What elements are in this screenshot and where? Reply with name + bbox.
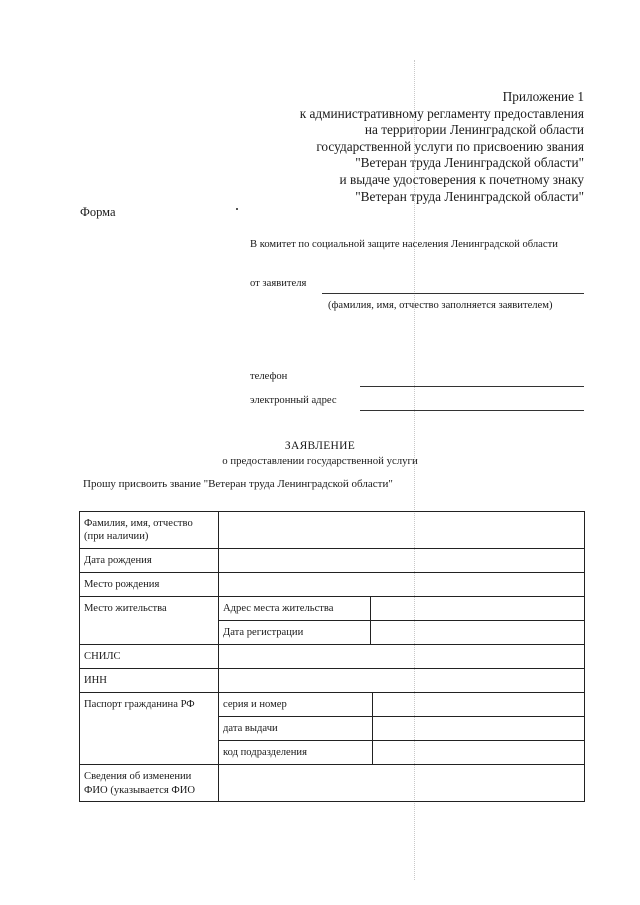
appendix-line-2: к административному регламенту предоставления — [299, 105, 584, 121]
phone-field-line[interactable] — [360, 386, 584, 387]
inn-value-cell[interactable] — [219, 669, 584, 692]
name-change-value-cell[interactable] — [219, 765, 584, 801]
label-residence-address: Адрес места жительства — [223, 603, 334, 614]
appendix-line-5: "Ветеран труда Ленинградской области" — [355, 155, 584, 171]
passport-issue-date-value-cell[interactable] — [373, 717, 584, 740]
label-name-change-line2: ФИО (указывается ФИО — [84, 785, 196, 796]
snils-value-cell[interactable] — [219, 645, 584, 668]
email-field-line[interactable] — [360, 410, 584, 411]
document-title: ЗАЯВЛЕНИЕ — [284, 440, 356, 452]
passport-division-code-value-cell[interactable] — [373, 741, 584, 764]
label-full-name-line2: (при наличии) — [84, 531, 149, 542]
appendix-line-3: на территории Ленинградской области — [364, 122, 584, 138]
birth-place-value-cell[interactable] — [219, 573, 584, 596]
full-name-value-cell[interactable] — [219, 512, 584, 548]
table-hline — [79, 801, 585, 802]
appendix-header — [300, 89, 584, 205]
label-passport-issue-date: дата выдачи — [223, 723, 278, 734]
appendix-line-1: Приложение 1 — [502, 89, 584, 104]
label-registration-date: Дата регистрации — [223, 627, 304, 638]
appendix-line-6: и выдаче удостоверения к почетному знаку — [339, 171, 584, 187]
label-passport-series: серия и номер — [223, 699, 287, 710]
appendix-line-7: "Ветеран труда Ленинградской области" — [355, 188, 584, 204]
label-name-change-line1: Сведения об изменении — [84, 771, 192, 782]
from-label: от заявителя — [250, 278, 307, 289]
from-field-line[interactable] — [322, 293, 584, 294]
appendix-line-4: государственной услуги по присвоению звания — [316, 138, 584, 154]
addressee-to: В комитет по социальной защите населения Ленинградской области — [250, 239, 558, 250]
birth-date-value-cell[interactable] — [219, 549, 584, 572]
document-subtitle: о предоставлении государственной услуги — [222, 455, 418, 467]
label-residence: Место жительства — [84, 603, 167, 614]
from-hint: (фамилия, имя, отчество заполняется заявителем) — [328, 300, 553, 311]
table-border-left — [79, 511, 80, 802]
passport-series-value-cell[interactable] — [373, 693, 584, 716]
label-full-name-line1: Фамилия, имя, отчество — [84, 518, 193, 529]
email-label: электронный адрес — [250, 395, 337, 406]
phone-label: телефон — [250, 371, 288, 382]
request-text: Прошу присвоить звание "Ветеран труда Ленинградской области" — [83, 478, 393, 490]
form-label: Форма — [80, 205, 116, 219]
residence-address-value-cell[interactable] — [371, 597, 584, 620]
label-inn: ИНН — [84, 675, 107, 686]
scan-speck — [236, 208, 238, 210]
label-birth-place: Место рождения — [84, 579, 160, 590]
label-snils: СНИЛС — [84, 651, 121, 662]
table-border-right — [584, 511, 585, 802]
label-birth-date: Дата рождения — [84, 555, 152, 566]
label-passport-division-code: код подразделения — [223, 747, 307, 758]
registration-date-value-cell[interactable] — [371, 621, 584, 644]
label-passport: Паспорт гражданина РФ — [84, 699, 195, 710]
